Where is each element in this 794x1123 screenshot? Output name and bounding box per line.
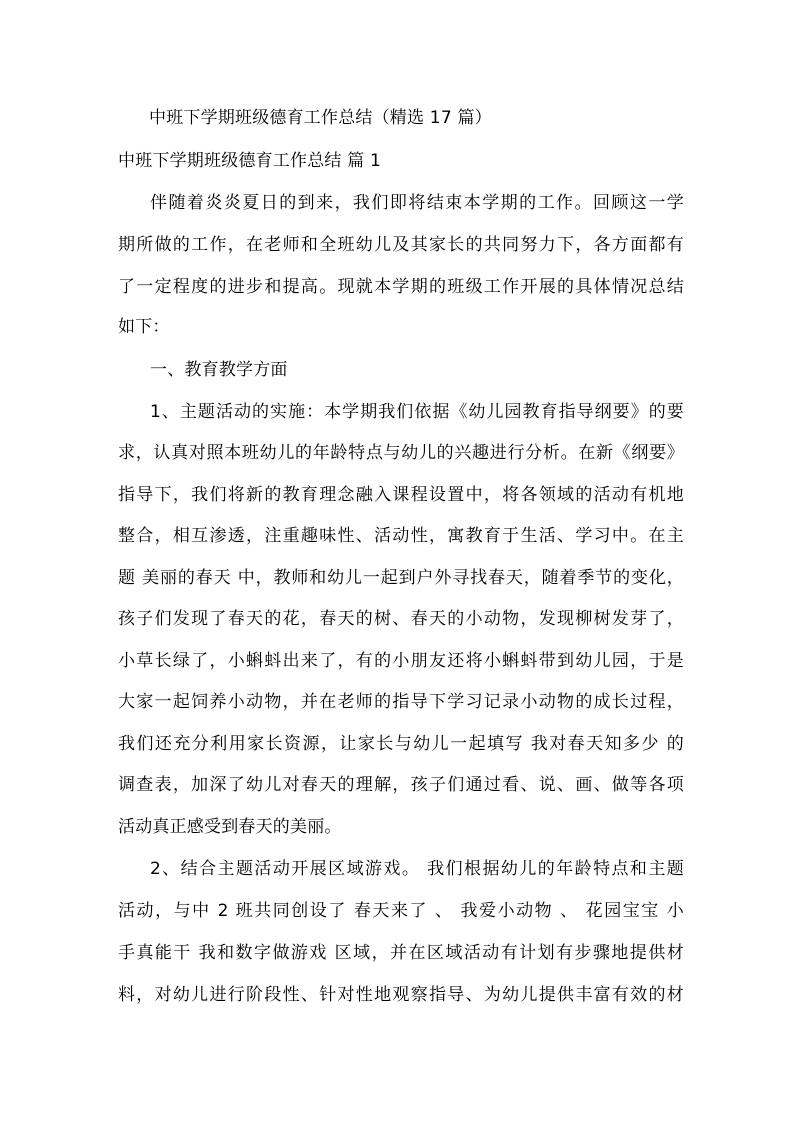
paragraph-line: 求，认真对照本班幼儿的年龄特点与幼儿的兴趣进行分析。在新《纲要》 [118, 443, 684, 463]
paragraph-line: 小草长绿了，小蝌蚪出来了，有的小朋友还将小蝌蚪带到幼儿园，于是 [118, 651, 684, 671]
paragraph-line: 手真能干 我和数字做游戏 区域，并在区域活动有计划有步骤地提供材 [118, 943, 684, 963]
paragraph-line: 孩子们发现了春天的花，春天的树、春天的小动物，发现柳树发芽了， [118, 609, 684, 629]
paragraph-line: 我们还充分利用家长资源，让家长与幼儿一起填写 我对春天知多少 的 [118, 734, 684, 754]
paragraph-line: 活动，与中 2 班共同创设了 春天来了 、 我爱小动物 、 花园宝宝 小 [118, 901, 684, 921]
paragraph-line: 指导下，我们将新的教育理念融入课程设置中，将各领域的活动有机地 [118, 485, 684, 505]
paragraph-line: 期所做的工作，在老师和全班幼儿及其家长的共同努力下，各方面都有 [118, 235, 684, 255]
paragraph-line: 料，对幼儿进行阶段性、针对性地观察指导、为幼儿提供丰富有效的材 [118, 985, 684, 1005]
paragraph-line: 1、主题活动的实施：本学期我们依据《幼儿园教育指导纲要》的要 [150, 402, 684, 422]
paragraph-line: 伴随着炎炎夏日的到来，我们即将结束本学期的工作。回顾这一学 [150, 193, 684, 213]
document-title: 中班下学期班级德育工作总结（精选 17 篇） [149, 108, 492, 128]
paragraph-line: 活动真正感受到春天的美丽。 [118, 817, 342, 837]
paragraph-line: 整合，相互渗透，注重趣味性、活动性，寓教育于生活、学习中。在主 [118, 526, 684, 546]
paragraph-line: 题 美丽的春天 中，教师和幼儿一起到户外寻找春天，随着季节的变化， [118, 568, 684, 588]
section-heading: 一、教育教学方面 [150, 360, 288, 380]
paragraph-line: 如下： [118, 317, 170, 337]
paragraph-line: 调查表，加深了幼儿对春天的理解，孩子们通过看、说、画、做等各项 [118, 775, 684, 795]
paragraph-line: 了一定程度的进步和提高。现就本学期的班级工作开展的具体情况总结 [118, 277, 684, 297]
paragraph-line: 大家一起饲养小动物，并在老师的指导下学习记录小动物的成长过程， [118, 692, 684, 712]
section-heading: 中班下学期班级德育工作总结 篇 1 [118, 151, 382, 171]
paragraph-line: 2、结合主题活动开展区域游戏。 我们根据幼儿的年龄特点和主题 [150, 859, 684, 879]
